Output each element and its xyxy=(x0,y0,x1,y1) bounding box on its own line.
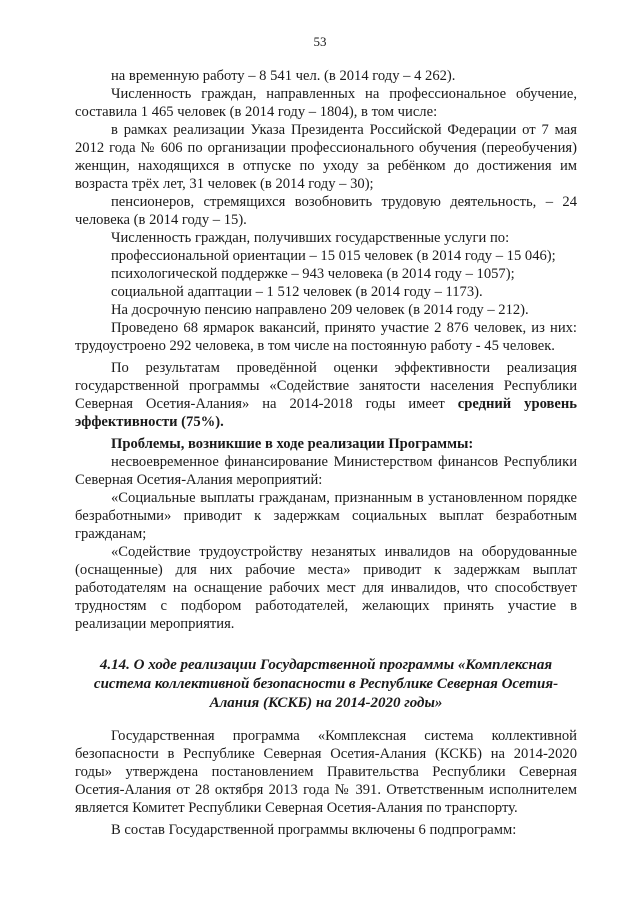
paragraph-social-adaptation: социальной адаптации – 1 512 человек (в 2014 году – 1173). xyxy=(111,284,483,300)
paragraph-services-intro: Численность граждан, получивших государственные услуги по: xyxy=(111,230,510,246)
paragraph-disabled-employment: «Содействие трудоустройству незанятых инвалидов на оборудованные (оснащенные) для них рабочие места» приводит к задержкам выплат работодателям на оснащение рабочих мест для инвалидов, что способствует трудностям с подбором работодателей, желающих принять участие в реализации мероприятия. xyxy=(75,544,577,632)
problems-heading: Проблемы, возникшие в ходе реализации Программы: xyxy=(111,436,474,452)
paragraph-vocational-training: Численность граждан, направленных на профессиональное обучение, составила 1 465 человек (в 2014 году – 1804), в том числе: xyxy=(75,86,577,120)
paragraph-late-financing: несвоевременное финансирование Министерством финансов Республики Северная Осетия-Алания мероприятий: xyxy=(75,454,577,488)
page-number: 53 xyxy=(313,34,327,49)
paragraph-program-approval: Государственная программа «Комплексная система коллективной безопасности в Республике Северная Осетия-Алания (КСКБ) на 2014-2020 годы» утверждена постановлением Правительства Республики Северная Осетия-Алания от 28 октября 2013 года № 391. Ответственным исполнителем является Комитет Республики Северная Осетия-Алания по транспорту. xyxy=(75,728,577,816)
efficiency-level: средний уровень эффективности (75%). xyxy=(75,396,577,430)
paragraph-pensioners: пенсионеров, стремящихся возобновить трудовую деятельность, – 24 человека (в 2014 году – 15). xyxy=(75,194,577,228)
paragraph-decree-women: в рамках реализации Указа Президента Российской Федерации от 7 мая 2012 года № 606 по организации профессионального обучения (переобучения) женщин, находящихся в отпуске по уходу за ребёнком до достижения им возраста трёх лет, 31 человек (в 2014 году – 30); xyxy=(75,122,577,192)
paragraph-subprograms: В состав Государственной программы включены 6 подпрограмм: xyxy=(111,822,517,838)
paragraph-efficiency xyxy=(75,359,577,431)
paragraph-career-guidance: профессиональной ориентации – 15 015 человек (в 2014 году – 15 046); xyxy=(111,248,556,264)
paragraph-social-payments: «Социальные выплаты гражданам, признанным в установленном порядке безработными» приводит к задержкам социальных выплат безработным гражданам; xyxy=(75,490,577,542)
paragraph-psych-support: психологической поддержке – 943 человека (в 2014 году – 1057); xyxy=(111,266,515,282)
paragraph-job-fairs: Проведено 68 ярмарок вакансий, принято участие 2 876 человек, из них: трудоустроено 292 человека, в том числе на постоянную работу - 45 человек. xyxy=(75,320,577,354)
paragraph-early-pension: На досрочную пенсию направлено 209 человек (в 2014 году – 212). xyxy=(111,302,529,318)
paragraph-temporary-work: на временную работу – 8 541 чел. (в 2014 году – 4 262). xyxy=(111,68,456,84)
efficiency-text: По результатам проведённой оценки эффективности реализация государственной программы «Содействие занятости населения Республики Северная Осетия-Алания» на 2014-2018 годы имеет xyxy=(75,360,577,412)
section-title: 4.14. О ходе реализации Государственной программы «Комплексная система коллективной безопасности в Республике Северная Осетия-Алания (КСКБ) на 2014-2020 годы» xyxy=(93,657,559,711)
document-body xyxy=(75,67,577,839)
